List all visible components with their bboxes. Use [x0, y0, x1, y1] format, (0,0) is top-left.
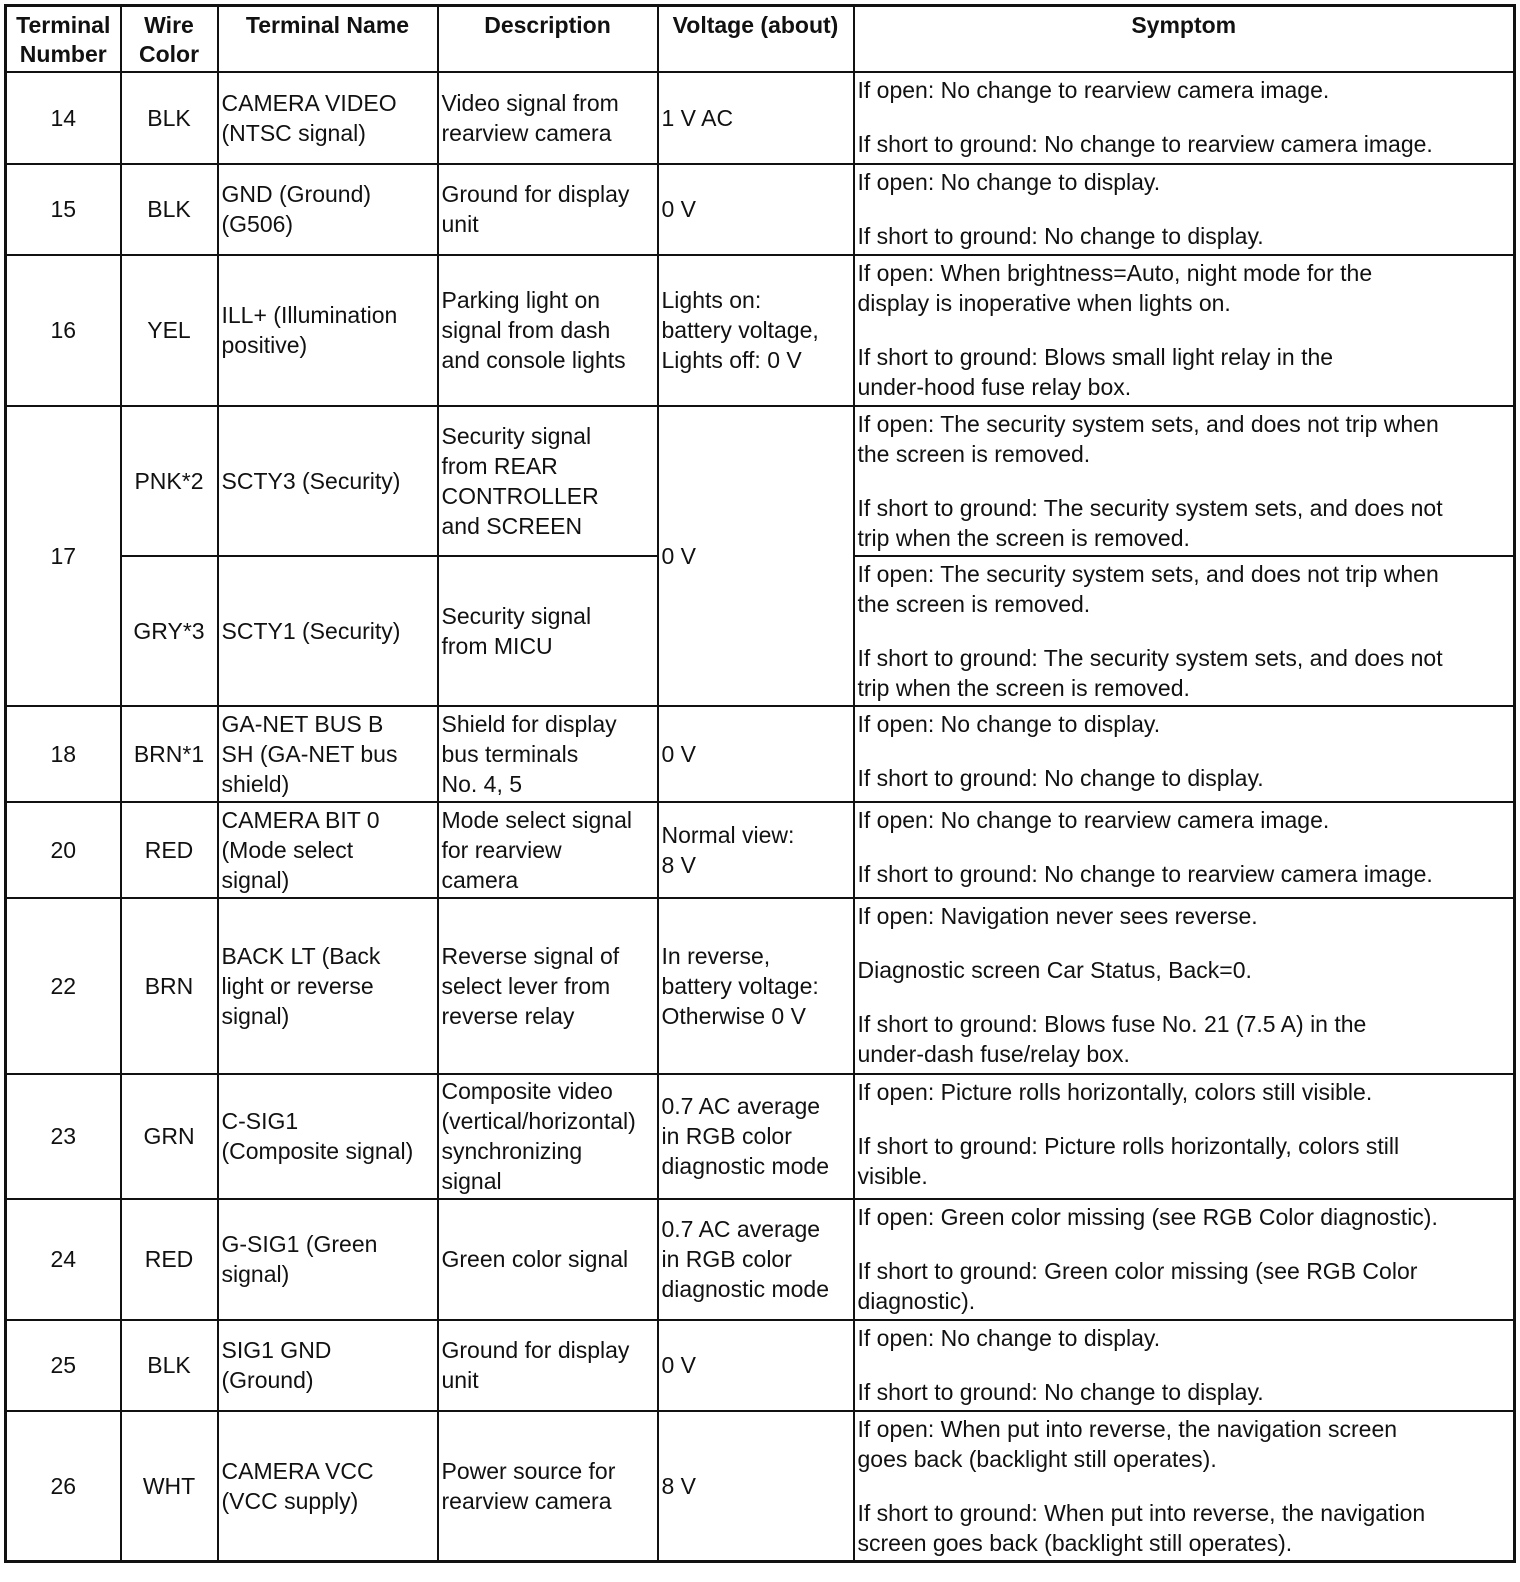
terminal-name: GND (Ground) (G506) — [218, 164, 438, 255]
symptom-short: If short to ground: The security system sets, and does not trip when the screen is removed. — [857, 644, 1443, 701]
description: Security signal from REAR CONTROLLER and SCREEN — [438, 406, 658, 556]
description: Composite video (vertical/horizontal) synchronizing signal — [438, 1074, 658, 1199]
voltage: In reverse, battery voltage: Otherwise 0 V — [658, 898, 854, 1074]
description: Green color signal — [438, 1199, 658, 1320]
table-row — [6, 1199, 1515, 1320]
header-row — [6, 6, 1515, 72]
terminal-number: 15 — [6, 164, 121, 255]
symptom — [854, 802, 1515, 898]
symptom-short: If short to ground: No change to rearview camera image. — [857, 860, 1433, 887]
description: Shield for display bus terminals No. 4, 5 — [438, 706, 658, 802]
description: Security signal from MICU — [438, 556, 658, 706]
description: Ground for display unit — [438, 1320, 658, 1411]
table-row — [6, 1074, 1515, 1199]
description: Ground for display unit — [438, 164, 658, 255]
terminal-name: C-SIG1 (Composite signal) — [218, 1074, 438, 1199]
terminal-number: 23 — [6, 1074, 121, 1199]
table-row — [6, 1320, 1515, 1411]
description: Mode select signal for rearview camera — [438, 802, 658, 898]
header-wire-color: Wire Color — [121, 6, 218, 72]
symptom-open: If open: No change to rearview camera image. — [857, 806, 1330, 833]
terminal-name: SCTY1 (Security) — [218, 556, 438, 706]
symptom — [854, 1074, 1515, 1199]
wire-color: GRY*3 — [121, 556, 218, 706]
symptom-open: If open: No change to display. — [857, 1324, 1161, 1351]
wire-color: GRN — [121, 1074, 218, 1199]
terminal-number: 22 — [6, 898, 121, 1074]
wire-color: YEL — [121, 255, 218, 406]
header-description: Description — [438, 6, 658, 72]
symptom-short: If short to ground: No change to rearview camera image. — [857, 130, 1433, 157]
wire-color: BLK — [121, 164, 218, 255]
terminal-number: 17 — [6, 406, 121, 706]
symptom — [854, 556, 1515, 706]
symptom-short: If short to ground: No change to display. — [857, 764, 1264, 791]
table-row — [6, 802, 1515, 898]
header-symptom: Symptom — [854, 6, 1515, 72]
wire-color: BRN*1 — [121, 706, 218, 802]
header-terminal-number: Terminal Number — [6, 6, 121, 72]
terminal-table-wrapper — [4, 4, 1516, 1563]
terminal-number: 18 — [6, 706, 121, 802]
symptom — [854, 1320, 1515, 1411]
terminal-name: CAMERA VCC (VCC supply) — [218, 1411, 438, 1562]
symptom-open: If open: Green color missing (see RGB Color diagnostic). — [857, 1203, 1438, 1230]
terminal-name: CAMERA BIT 0 (Mode select signal) — [218, 802, 438, 898]
header-voltage: Voltage (about) — [658, 6, 854, 72]
symptom-short: If short to ground: Green color missing (see RGB Color diagnostic). — [857, 1257, 1418, 1314]
symptom — [854, 164, 1515, 255]
table-row — [6, 255, 1515, 406]
terminal-name: G-SIG1 (Green signal) — [218, 1199, 438, 1320]
terminal-number: 14 — [6, 72, 121, 164]
table-row — [6, 1411, 1515, 1562]
description: Video signal from rearview camera — [438, 72, 658, 164]
symptom-open: If open: The security system sets, and does not trip when the screen is removed. — [857, 410, 1439, 467]
header-terminal-name: Terminal Name — [218, 6, 438, 72]
description: Power source for rearview camera — [438, 1411, 658, 1562]
symptom-short: If short to ground: Picture rolls horizontally, colors still visible. — [857, 1132, 1400, 1189]
terminal-table — [4, 4, 1516, 1563]
table-row — [6, 72, 1515, 164]
voltage: 0.7 AC average in RGB color diagnostic mode — [658, 1199, 854, 1320]
table-row — [6, 406, 1515, 556]
symptom-open: If open: No change to display. — [857, 168, 1161, 195]
terminal-name: BACK LT (Back light or reverse signal) — [218, 898, 438, 1074]
voltage: 0 V — [658, 1320, 854, 1411]
terminal-number: 25 — [6, 1320, 121, 1411]
terminal-name: GA-NET BUS B SH (GA-NET bus shield) — [218, 706, 438, 802]
symptom-open: If open: When brightness=Auto, night mode for the display is inoperative when lights on. — [857, 259, 1373, 316]
symptom — [854, 72, 1515, 164]
voltage: 8 V — [658, 1411, 854, 1562]
symptom-short: If short to ground: Blows fuse No. 21 (7.5 A) in the under-dash fuse/relay box. — [857, 1010, 1367, 1067]
symptom-open: If open: The security system sets, and does not trip when the screen is removed. — [857, 560, 1439, 617]
symptom — [854, 1411, 1515, 1562]
symptom-open: If open: No change to display. — [857, 710, 1161, 737]
symptom-open: If open: Picture rolls horizontally, colors still visible. — [857, 1078, 1373, 1105]
symptom — [854, 1199, 1515, 1320]
symptom-short: If short to ground: Blows small light relay in the under-hood fuse relay box. — [857, 343, 1334, 400]
wire-color: RED — [121, 1199, 218, 1320]
terminal-name: SIG1 GND (Ground) — [218, 1320, 438, 1411]
terminal-name: SCTY3 (Security) — [218, 406, 438, 556]
symptom — [854, 898, 1515, 1074]
wire-color: WHT — [121, 1411, 218, 1562]
symptom-extra: Diagnostic screen Car Status, Back=0. — [857, 956, 1252, 983]
wire-color: BLK — [121, 1320, 218, 1411]
description: Reverse signal of select lever from reverse relay — [438, 898, 658, 1074]
terminal-number: 24 — [6, 1199, 121, 1320]
symptom-open: If open: No change to rearview camera image. — [857, 76, 1330, 103]
wire-color: BRN — [121, 898, 218, 1074]
terminal-number: 20 — [6, 802, 121, 898]
wire-color: BLK — [121, 72, 218, 164]
voltage: 1 V AC — [658, 72, 854, 164]
voltage: Lights on: battery voltage, Lights off: 0 V — [658, 255, 854, 406]
wire-color: RED — [121, 802, 218, 898]
voltage: 0 V — [658, 706, 854, 802]
symptom-short: If short to ground: When put into reverse, the navigation screen goes back (backlight still operates). — [857, 1499, 1426, 1556]
voltage: 0.7 AC average in RGB color diagnostic mode — [658, 1074, 854, 1199]
description: Parking light on signal from dash and console lights — [438, 255, 658, 406]
symptom — [854, 255, 1515, 406]
wire-color: PNK*2 — [121, 406, 218, 556]
symptom — [854, 406, 1515, 556]
symptom — [854, 706, 1515, 802]
symptom-short: If short to ground: No change to display. — [857, 1378, 1264, 1405]
symptom-open: If open: Navigation never sees reverse. — [857, 902, 1258, 929]
terminal-number: 26 — [6, 1411, 121, 1562]
table-row — [6, 898, 1515, 1074]
voltage: Normal view: 8 V — [658, 802, 854, 898]
voltage: 0 V — [658, 164, 854, 255]
symptom-short: If short to ground: The security system sets, and does not trip when the screen is removed. — [857, 494, 1443, 551]
symptom-short: If short to ground: No change to display. — [857, 222, 1264, 249]
terminal-name: ILL+ (Illumination positive) — [218, 255, 438, 406]
table-row — [6, 706, 1515, 802]
terminal-name: CAMERA VIDEO (NTSC signal) — [218, 72, 438, 164]
table-row — [6, 164, 1515, 255]
voltage: 0 V — [658, 406, 854, 706]
symptom-open: If open: When put into reverse, the navigation screen goes back (backlight still operates). — [857, 1415, 1398, 1472]
terminal-number: 16 — [6, 255, 121, 406]
